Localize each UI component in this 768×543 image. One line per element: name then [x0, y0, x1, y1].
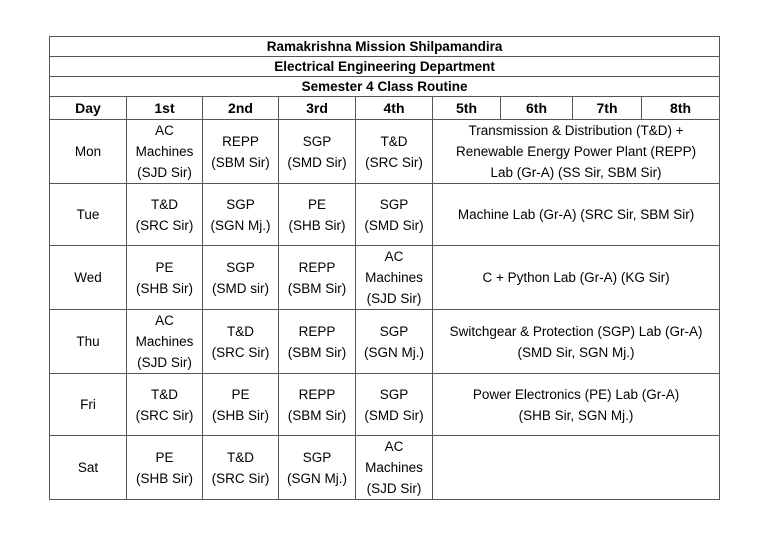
cell-text-line: (SBM Sir) [287, 280, 347, 296]
header-period-2: 2nd [203, 97, 279, 120]
lab-text-line: Machine Lab (Gr-A) (SRC Sir, SBM Sir) [457, 207, 695, 222]
period-cell-1 [127, 310, 203, 374]
lab-text-line: Renewable Energy Power Plant (REPP) [455, 144, 697, 159]
cell-text-line: (SGN Mj.) [364, 344, 424, 360]
day-label: Tue [50, 184, 127, 246]
lab-text-line: (SMD Sir, SGN Mj.) [517, 344, 635, 360]
day-row-mon [50, 120, 720, 184]
header-period-6: 6th [501, 97, 573, 120]
period-cell-1 [127, 184, 203, 246]
institute-title: Ramakrishna Mission Shilpamandira [50, 37, 720, 57]
title-row [50, 77, 720, 97]
period-cell-2 [203, 310, 279, 374]
cell-text-line: Machines [365, 460, 423, 475]
lab-cell [433, 374, 720, 436]
cell-text-line: PE [155, 449, 174, 465]
cell-text-line: (SHB Sir) [288, 217, 346, 233]
cell-text-line: (SJD Sir) [137, 165, 192, 180]
cell-text-line: AC [384, 439, 404, 454]
lab-cell [433, 246, 720, 310]
cell-text-line: (SMD Sir) [364, 407, 424, 423]
lab-text-line: Lab (Gr-A) (SS Sir, SBM Sir) [490, 165, 662, 180]
header-period-5: 5th [433, 97, 501, 120]
cell-text-line: (SBM Sir) [287, 344, 347, 360]
department-title: Electrical Engineering Department [50, 57, 720, 77]
cell-text-line: REPP [298, 259, 336, 275]
period-cell-2 [203, 374, 279, 436]
cell-text-line: T&D [227, 449, 254, 465]
period-cell-2 [203, 120, 279, 184]
cell-text-line: SGP [379, 196, 409, 212]
cell-text-line: AC [384, 249, 404, 264]
lab-cell [433, 184, 720, 246]
cell-text-line: (SRC Sir) [365, 154, 423, 170]
day-row-wed [50, 246, 720, 310]
cell-text-line: (SHB Sir) [136, 280, 193, 296]
header-period-8: 8th [642, 97, 720, 120]
period-cell-4 [356, 246, 433, 310]
title-row [50, 57, 720, 77]
cell-text-line: (SRC Sir) [211, 470, 270, 486]
cell-text-line: REPP [222, 133, 259, 149]
cell-text-line: T&D [151, 196, 178, 212]
header-period-7: 7th [573, 97, 642, 120]
cell-text-line: SGP [302, 449, 332, 465]
lab-text-line: C + Python Lab (Gr-A) (KG Sir) [482, 270, 670, 285]
period-cell-1 [127, 436, 203, 500]
cell-text-line: Machines [135, 144, 194, 159]
period-cell-3 [279, 374, 356, 436]
day-label: Mon [50, 120, 127, 184]
period-cell-4 [356, 436, 433, 500]
cell-text-line: REPP [298, 323, 336, 339]
cell-text-line: AC [155, 313, 174, 328]
cell-text-line: (SHB Sir) [136, 470, 193, 486]
period-cell-4 [356, 374, 433, 436]
cell-text-line: Machines [135, 334, 194, 349]
cell-text-line: (SBM Sir) [211, 154, 270, 170]
cell-text-line: (SGN Mj.) [210, 217, 271, 233]
cell-text-line: (SRC Sir) [135, 217, 194, 233]
header-period-4: 4th [356, 97, 433, 120]
cell-text-line: SGP [302, 133, 332, 149]
lab-cell [433, 310, 720, 374]
period-cell-3 [279, 184, 356, 246]
day-row-tue [50, 184, 720, 246]
cell-text-line: (SHB Sir) [212, 407, 269, 423]
cell-text-line: (SJD Sir) [366, 481, 422, 496]
period-cell-2 [203, 436, 279, 500]
lab-cell [433, 120, 720, 184]
day-row-sat [50, 436, 720, 500]
cell-text-line: T&D [380, 133, 408, 149]
cell-text-line: (SMD Sir) [364, 217, 424, 233]
cell-text-line: Machines [365, 270, 423, 285]
cell-text-line: (SJD Sir) [137, 355, 192, 370]
lab-text-line: Switchgear & Protection (SGP) Lab (Gr-A) [449, 323, 703, 339]
cell-text-line: SGP [226, 259, 255, 275]
cell-text-line: (SRC Sir) [211, 344, 270, 360]
cell-text-line: PE [155, 259, 174, 275]
period-cell-3 [279, 310, 356, 374]
day-label: Wed [50, 246, 127, 310]
period-cell-3 [279, 246, 356, 310]
class-routine-table [49, 36, 720, 500]
cell-text-line: (SRC Sir) [135, 407, 194, 423]
cell-text-line: T&D [151, 386, 178, 402]
header-period-1: 1st [127, 97, 203, 120]
cell-text-line: SGP [379, 323, 409, 339]
cell-text-line: SGP [379, 386, 409, 402]
day-label: Fri [50, 374, 127, 436]
title-row [50, 37, 720, 57]
cell-text-line: (SJD Sir) [366, 291, 422, 306]
day-row-fri [50, 374, 720, 436]
cell-text-line: (SMD sir) [212, 280, 269, 296]
cell-text-line: AC [155, 123, 174, 138]
header-period-3: 3rd [279, 97, 356, 120]
period-cell-3 [279, 120, 356, 184]
period-cell-1 [127, 374, 203, 436]
cell-text-line: PE [231, 386, 250, 402]
period-cell-4 [356, 184, 433, 246]
day-row-thu [50, 310, 720, 374]
cell-text-line: SGP [226, 196, 255, 212]
period-cell-2 [203, 184, 279, 246]
lab-text-line: Transmission & Distribution (T&D) + [468, 123, 684, 138]
lab-cell [433, 436, 720, 500]
period-cell-1 [127, 246, 203, 310]
day-label: Thu [50, 310, 127, 374]
cell-text-line: (SGN Mj.) [287, 470, 347, 486]
header-day: Day [50, 97, 127, 120]
period-cell-3 [279, 436, 356, 500]
cell-text-line: (SBM Sir) [287, 407, 347, 423]
period-cell-4 [356, 310, 433, 374]
day-label: Sat [50, 436, 127, 500]
cell-text-line: (SMD Sir) [287, 154, 347, 170]
period-cell-2 [203, 246, 279, 310]
routine-title: Semester 4 Class Routine [50, 77, 720, 97]
header-row [50, 97, 720, 120]
cell-text-line: PE [307, 196, 326, 212]
lab-text-line: (SHB Sir, SGN Mj.) [518, 407, 634, 423]
period-cell-4 [356, 120, 433, 184]
cell-text-line: T&D [227, 323, 254, 339]
period-cell-1 [127, 120, 203, 184]
cell-text-line: REPP [298, 386, 336, 402]
lab-text-line: Power Electronics (PE) Lab (Gr-A) [472, 386, 680, 402]
